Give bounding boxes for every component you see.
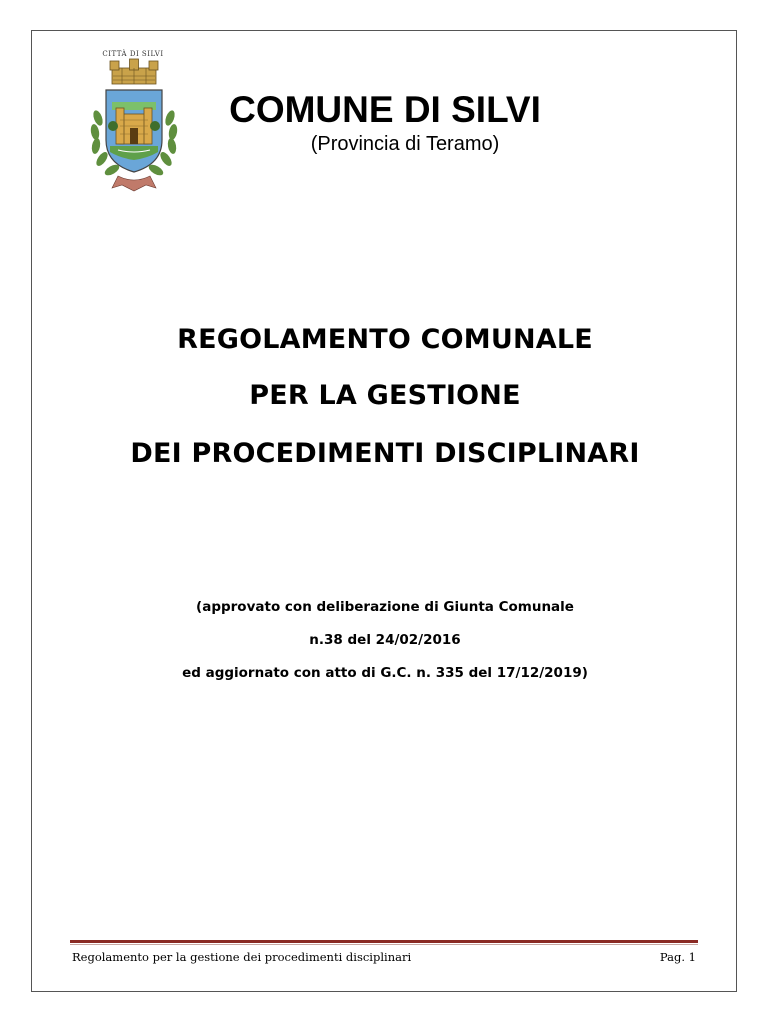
footer-divider-thick xyxy=(70,940,698,943)
crest-caption: CITTÀ DI SILVI xyxy=(102,50,164,58)
document-title-line-3: DEI PROCEDIMENTI DISCIPLINARI xyxy=(130,438,640,469)
approval-note-line-3: ed aggiornato con atto di G.C. n. 335 del 17/12/2019) xyxy=(182,665,588,681)
document-title-line-1: REGOLAMENTO COMUNALE xyxy=(177,324,593,355)
shield-icon xyxy=(106,90,162,172)
footer-page-number: Pag. 1 xyxy=(659,950,696,964)
mural-crown-icon xyxy=(110,59,158,84)
province-subtitle: (Provincia di Teramo) xyxy=(310,133,500,155)
footer-divider xyxy=(70,940,698,945)
municipality-name: COMUNE DI SILVI xyxy=(229,89,541,130)
ribbon-icon xyxy=(112,176,156,191)
footer-document-name: Regolamento per la gestione dei procedimenti disciplinari xyxy=(72,950,412,964)
approval-note-line-2: n.38 del 24/02/2016 xyxy=(309,632,461,648)
document-title-line-2: PER LA GESTIONE xyxy=(249,380,521,411)
footer-divider-thin xyxy=(70,944,698,945)
approval-note-line-1: (approvato con deliberazione di Giunta Comunale xyxy=(196,599,574,615)
